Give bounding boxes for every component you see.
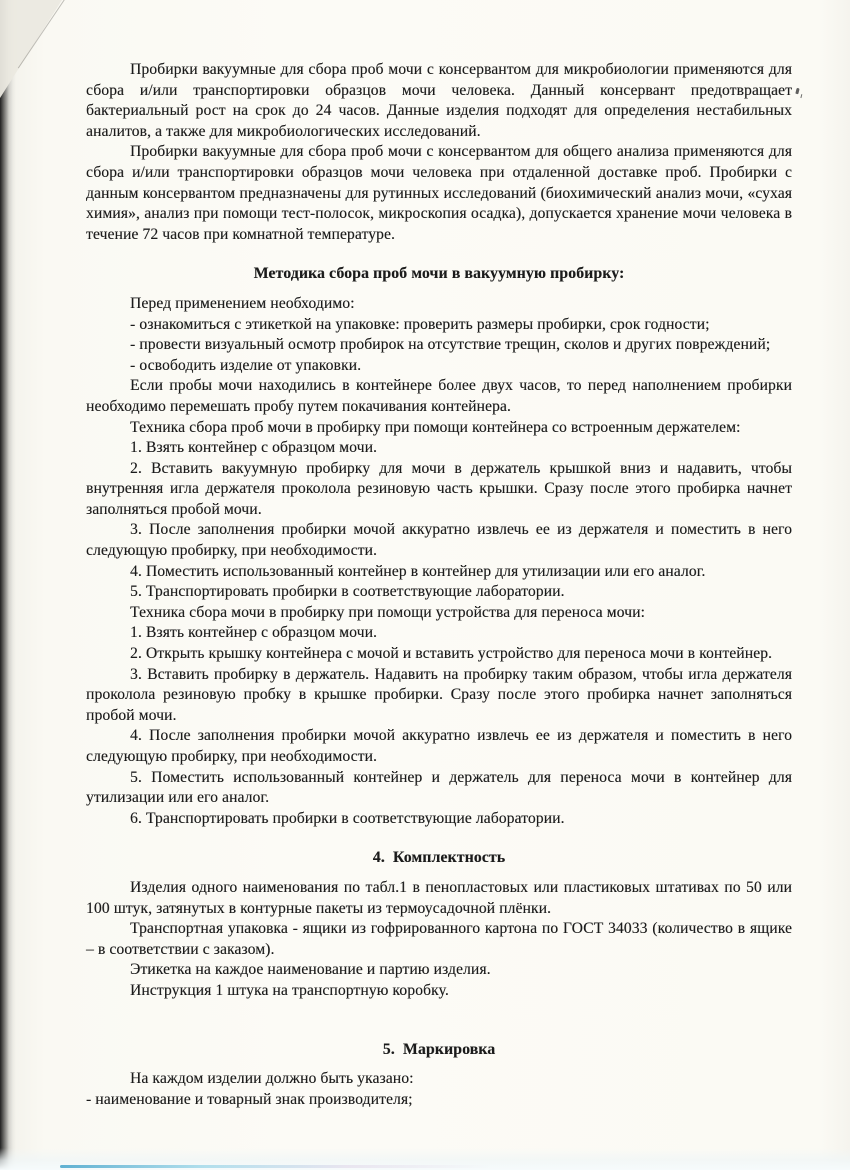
numbered-item: 2. Вставить вакуумную пробирку для мочи в держатель крышкой вниз и надавить, чтобы внутренняя игла держателя проколола резиновую часть крышки. Сразу после этого пробирка начнет заполняться пробой мочи. bbox=[86, 459, 792, 518]
paragraph: Техника сбора проб мочи в пробирку при помощи контейнера со встроенным держателем: bbox=[130, 418, 741, 436]
numbered-item: 6. Транспортировать пробирки в соответствующие лаборатории. bbox=[130, 809, 565, 827]
list-item: - освободить изделие от упаковки. bbox=[130, 356, 362, 374]
numbered-item: 2. Открыть крышку контейнера с мочой и вставить устройство для переноса мочи в контейнер. bbox=[130, 645, 773, 663]
paragraph: Если пробы мочи находились в контейнере более двух часов, то перед наполнением пробирки необходимо перемешать пробу путем покачивания контейнера. bbox=[86, 377, 792, 415]
paragraph: Транспортная упаковка - ящики из гофрированного картона по ГОСТ 34033 (количество в ящике – в соответствии с заказом). bbox=[86, 920, 792, 958]
scan-bottom-color-fringe bbox=[60, 1165, 490, 1168]
paragraph: Этикетка на каждое наименование и партию изделия. bbox=[130, 961, 491, 979]
paragraph: На каждом изделии должно быть указано: bbox=[130, 1070, 414, 1088]
list-item: - ознакомиться с этикеткой на упаковке: проверить размеры пробирки, срок годности; bbox=[130, 315, 710, 333]
section-heading-completeness: 4. Комплектность bbox=[372, 849, 506, 867]
document-content bbox=[86, 60, 792, 1110]
numbered-item: 1. Взять контейнер с образцом мочи. bbox=[130, 624, 378, 642]
section-heading-marking: 5. Маркировка bbox=[382, 1040, 496, 1058]
numbered-item: 1. Взять контейнер с образцом мочи. bbox=[130, 439, 378, 457]
paragraph: Инструкция 1 штука на транспортную коробку. bbox=[130, 981, 449, 999]
section-heading-methodology: Методика сбора проб мочи в вакуумную пробирку: bbox=[253, 265, 625, 283]
list-item: - провести визуальный осмотр пробирок на отсутствие трещин, сколов и других повреждений; bbox=[130, 336, 771, 354]
numbered-item: 4. После заполнения пробирки мочой аккуратно извлечь ее из держателя и поместить в него следующую пробирку, при необходимости. bbox=[86, 727, 792, 765]
numbered-item: 4. Поместить использованный контейнер в контейнер для утилизации или его аналог. bbox=[130, 562, 706, 580]
paragraph: Техника сбора мочи в пробирку при помощи устройства для переноса мочи: bbox=[130, 603, 645, 621]
numbered-item: 5. Поместить использованный контейнер и держатель для переноса мочи в контейнер для утилизации или его аналог. bbox=[86, 768, 792, 807]
scan-left-edge-shadow bbox=[0, 0, 16, 1170]
numbered-item: 3. После заполнения пробирки мочой аккуратно извлечь ее из держателя и поместить в него следующую пробирку, при необходимости. bbox=[86, 521, 792, 560]
intro-paragraph: Пробирки вакуумные для сбора проб мочи с консервантом для микробиологии применяются для сбора и/или транспортировки образцов мочи человека. Данный консервант предотвращает бактериальный рост на срок до 24 часов. Данные изделия подходят для определения нестабильных аналитов, а также для микробиологических исследований. bbox=[86, 61, 792, 140]
list-item: - наименование и товарный знак производителя; bbox=[86, 1090, 413, 1108]
numbered-item: 3. Вставить пробирку в держатель. Надавить на пробирку таким образом, чтобы игла держателя проколола резиновую пробку в крышке пробирки. Сразу после этого пробирка начнет заполняться пробой мочи. bbox=[86, 665, 792, 724]
numbered-item: 5. Транспортировать пробирки в соответствующие лаборатории. bbox=[130, 583, 565, 601]
paragraph: Изделия одного наименования по табл.1 в пенопластовых или пластиковых штативах по 50 или 100 штук, затянутых в контурные пакеты из термоусадочной плёнки. bbox=[86, 878, 792, 917]
intro-paragraph: Пробирки вакуумные для сбора проб мочи с консервантом для общего анализа применяются для сбора и/или транспортировки образцов мочи человека при отдаленной доставке проб. Пробирки с данным консервантом предназначены для рутинных исследований (биохимический анализ мочи, «сухая химия», анализ при помощи тест-полосок, микроскопия осадка), допускается хранение мочи человека в течение 72 часов при комнатной температуре. bbox=[86, 143, 792, 243]
paragraph: Перед применением необходимо: bbox=[130, 294, 355, 312]
scan-ink-speck bbox=[795, 88, 799, 95]
